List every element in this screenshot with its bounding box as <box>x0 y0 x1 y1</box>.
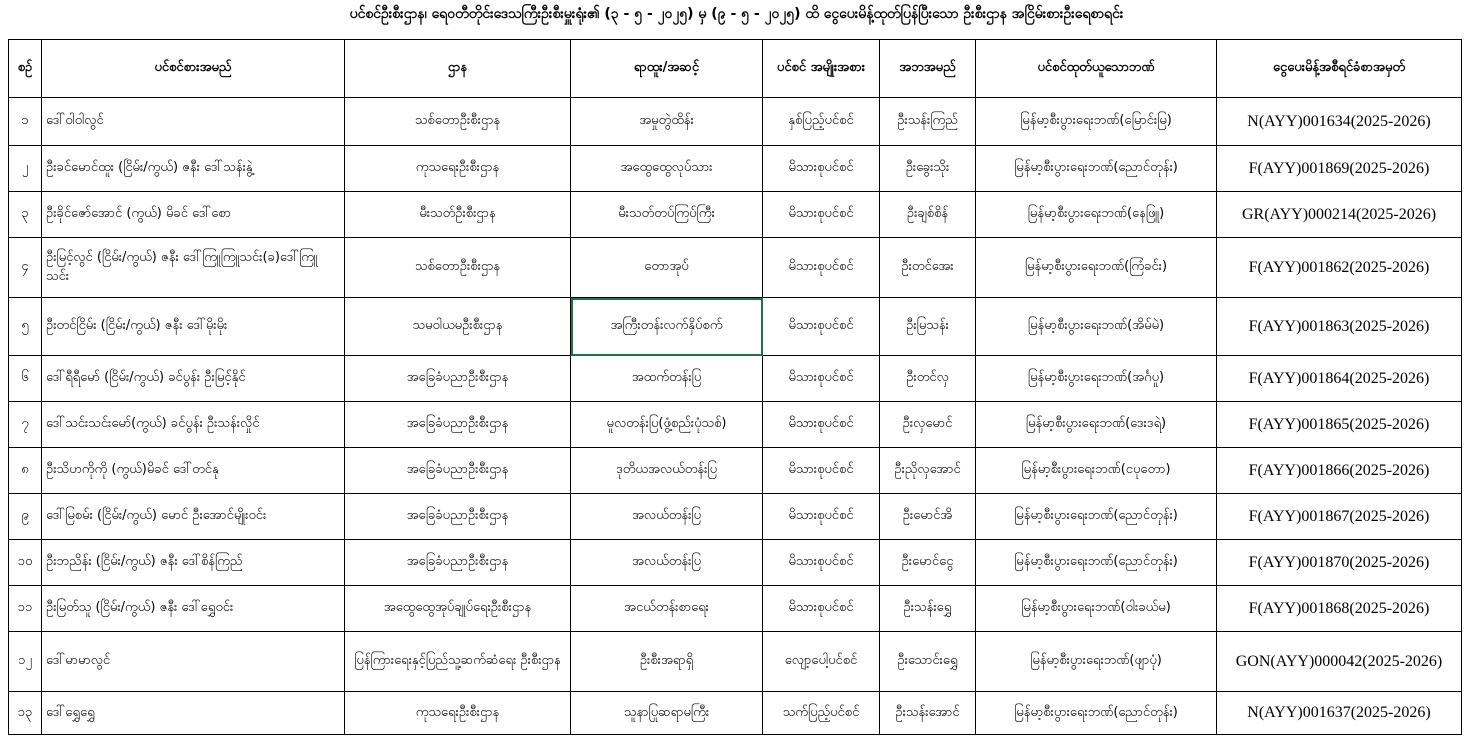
pension-type-cell[interactable]: မိသားစုပင်စင် <box>763 402 880 448</box>
table-row <box>9 298 1462 356</box>
bank-cell[interactable]: မြန်မာ့စီးပွားရေးဘဏ်(ကြံခင်း) <box>976 238 1217 298</box>
rank-cell[interactable]: အမှုတွဲထိန်း <box>571 98 763 146</box>
header-bank[interactable]: ပင်စင်ထုတ်ယူသောဘဏ် <box>976 40 1217 98</box>
pension-type-cell[interactable]: လျော့ပေါ့ပင်စင် <box>763 632 880 692</box>
row-number-cell[interactable]: ၁၀ <box>9 540 42 586</box>
father-name-cell[interactable]: ဦးမောင်ငွေ <box>880 540 976 586</box>
department-cell[interactable]: အခြေခံပညာဦးစီးဌာန <box>345 540 571 586</box>
rank-cell[interactable]: သူနာပြုဆရာမကြီး <box>571 692 763 735</box>
rank-cell[interactable]: ဒုတိယအလယ်တန်းပြ <box>571 448 763 494</box>
bank-cell[interactable]: မြန်မာ့စီးပွားရေးဘဏ်(ငပုတော) <box>976 448 1217 494</box>
row-number-cell[interactable]: ၅ <box>9 298 42 356</box>
pension-type-cell[interactable]: မိသားစုပင်စင် <box>763 298 880 356</box>
table-row <box>9 494 1462 540</box>
pensioner-name-cell[interactable]: ဦးခင်မောင်ထူး (ငြိမ်း/ကွယ်) ဇနီး ဒေါ်သန်းနွဲ့ <box>42 146 345 192</box>
order-number-cell[interactable]: F(AYY)001864(2025-2026) <box>1217 356 1462 402</box>
header-row <box>9 40 1462 98</box>
order-number-cell[interactable]: F(AYY)001867(2025-2026) <box>1217 494 1462 540</box>
table-row <box>9 692 1462 735</box>
department-cell[interactable]: အခြေခံပညာဦးစီးဌာန <box>345 356 571 402</box>
table-row <box>9 448 1462 494</box>
pensioner-name-cell[interactable]: ဒေါ်ဝါဝါလွင် <box>42 98 345 146</box>
table-row <box>9 632 1462 692</box>
bank-cell[interactable]: မြန်မာ့စီးပွားရေးဘဏ်(ညောင်တုန်း) <box>976 494 1217 540</box>
row-number-cell[interactable]: ၁၁ <box>9 586 42 632</box>
pension-type-cell[interactable]: မိသားစုပင်စင် <box>763 146 880 192</box>
pensioner-table <box>8 39 1462 735</box>
document-title: ပင်စင်ဦးစီးဌာန၊ ရေဝတီတိုင်းဒေသကြီးဦးစီးမှူးရုံး၏ (၃ - ၅ - ၂၀၂၅) မှ (၉ - ၅ - ၂၀၂၅) ထိ ငွေပေးမိန့်ထုတ်ပြန်ပြီးသော ဦးစီးဌာန အငြိမ်းစားဦးရေစာရင်း <box>349 6 1124 22</box>
table-row <box>9 238 1462 298</box>
bank-cell[interactable]: မြန်မာ့စီးပွားရေးဘဏ်(ဝါးခယ်မ) <box>976 586 1217 632</box>
order-number-cell[interactable]: F(AYY)001870(2025-2026) <box>1217 540 1462 586</box>
rank-cell[interactable]: အကြီးတန်းလက်နှိပ်စက် <box>571 298 763 356</box>
table-row <box>9 540 1462 586</box>
department-cell[interactable]: အခြေခံပညာဦးစီးဌာန <box>345 402 571 448</box>
pensioner-name-cell[interactable]: ဦးခိုင်ဇော်အောင် (ကွယ်) မိခင် ဒေါ်စော <box>42 192 345 238</box>
row-number-cell[interactable]: ၁၂ <box>9 632 42 692</box>
bank-cell[interactable]: မြန်မာ့စီးပွားရေးဘဏ်(အင်္ဂပူ) <box>976 356 1217 402</box>
father-name-cell[interactable]: ဦးသောင်းရွှေ <box>880 632 976 692</box>
order-number-cell[interactable]: N(AYY)001637(2025-2026) <box>1217 692 1462 735</box>
pensioner-name-cell[interactable]: ဒေါ်မြစမ်း (ငြိမ်း/ကွယ်) မောင် ဦးအောင်မျိုးဝင်း <box>42 494 345 540</box>
pension-type-cell[interactable]: မိသားစုပင်စင် <box>763 192 880 238</box>
header-order-number[interactable]: ငွေပေးမိန့်အစီရင်ခံစာအမှတ် <box>1217 40 1462 98</box>
father-name-cell[interactable]: ဦးမြသန်း <box>880 298 976 356</box>
row-number-cell[interactable]: ၉ <box>9 494 42 540</box>
bank-cell[interactable]: မြန်မာ့စီးပွားရေးဘဏ်(မြောင်းမြ) <box>976 98 1217 146</box>
father-name-cell[interactable]: ဦးသန်းအောင် <box>880 692 976 735</box>
table-row <box>9 192 1462 238</box>
row-number-cell[interactable]: ၇ <box>9 402 42 448</box>
pension-type-cell[interactable]: မိသားစုပင်စင် <box>763 586 880 632</box>
father-name-cell[interactable]: ဦးမောင်အိ <box>880 494 976 540</box>
pension-type-cell[interactable]: နှစ်ပြည့်ပင်စင် <box>763 98 880 146</box>
department-cell[interactable]: ကုသရေးဦးစီးဌာန <box>345 692 571 735</box>
rank-cell[interactable]: အလယ်တန်းပြ <box>571 540 763 586</box>
order-number-cell[interactable]: GR(AYY)000214(2025-2026) <box>1217 192 1462 238</box>
department-cell[interactable]: ကုသရေးဦးစီးဌာန <box>345 146 571 192</box>
department-cell[interactable]: ပြန်ကြားရေးနှင့်ပြည်သူ့ဆက်ဆံရေး ဦးစီးဌာန <box>345 632 571 692</box>
order-number-cell[interactable]: F(AYY)001866(2025-2026) <box>1217 448 1462 494</box>
rank-cell[interactable]: မီးသတ်တပ်ကြပ်ကြီး <box>571 192 763 238</box>
pensioner-name-cell[interactable]: ဦးမြင့်လွင် (ငြိမ်း/ကွယ်) ဇနီး ဒေါ်ကြူကြူသင်း(ခ)ဒေါ်ကြူသင်း <box>42 238 345 298</box>
header-no[interactable]: စဉ် <box>9 40 42 98</box>
order-number-cell[interactable]: F(AYY)001869(2025-2026) <box>1217 146 1462 192</box>
row-number-cell[interactable]: ၁ <box>9 98 42 146</box>
header-father-name[interactable]: အဘအမည် <box>880 40 976 98</box>
pension-type-cell[interactable]: မိသားစုပင်စင် <box>763 448 880 494</box>
rank-cell[interactable]: ဦးစီးအရာရှိ <box>571 632 763 692</box>
bank-cell[interactable]: မြန်မာ့စီးပွားရေးဘဏ်(ညောင်တုန်း) <box>976 540 1217 586</box>
bank-cell[interactable]: မြန်မာ့စီးပွားရေးဘဏ်(ဖျာပုံ) <box>976 632 1217 692</box>
bank-cell[interactable]: မြန်မာ့စီးပွားရေးဘဏ်(ညောင်တုန်း) <box>976 146 1217 192</box>
table-row <box>9 98 1462 146</box>
row-number-cell[interactable]: ၆ <box>9 356 42 402</box>
order-number-cell[interactable]: F(AYY)001865(2025-2026) <box>1217 402 1462 448</box>
pension-type-cell[interactable]: သက်ပြည့်ပင်စင် <box>763 692 880 735</box>
header-name[interactable]: ပင်စင်စားအမည် <box>42 40 345 98</box>
rank-cell[interactable]: တောအုပ် <box>571 238 763 298</box>
rank-cell[interactable]: အလယ်တန်းပြ <box>571 494 763 540</box>
department-cell[interactable]: သမဝါယမဦးစီးဌာန <box>345 298 571 356</box>
bank-cell[interactable]: မြန်မာ့စီးပွားရေးဘဏ်(အိမ်မဲ) <box>976 298 1217 356</box>
row-number-cell[interactable]: ၈ <box>9 448 42 494</box>
father-name-cell[interactable]: ဦးခွေးသိုး <box>880 146 976 192</box>
pensioner-name-cell[interactable]: ဦးတင်ငြိမ်း (ငြိမ်း/ကွယ်) ဇနီး ဒေါ်မိုးမိုး <box>42 298 345 356</box>
bank-cell[interactable]: မြန်မာ့စီးပွားရေးဘဏ်(ညောင်တုန်း) <box>976 692 1217 735</box>
table-row <box>9 586 1462 632</box>
rank-cell[interactable]: အထွေထွေလုပ်သား <box>571 146 763 192</box>
pension-type-cell[interactable]: မိသားစုပင်စင် <box>763 238 880 298</box>
order-number-cell[interactable]: F(AYY)001868(2025-2026) <box>1217 586 1462 632</box>
father-name-cell[interactable]: ဦးသန်းကြည် <box>880 98 976 146</box>
pensioner-name-cell[interactable]: ဦးသိဟကိုကို (ကွယ်)မိခင် ဒေါ်တင်နု <box>42 448 345 494</box>
header-pension-type[interactable]: ပင်စင် အမျိုးအစား <box>763 40 880 98</box>
father-name-cell[interactable]: ဦးသန်းရွှေ <box>880 586 976 632</box>
order-number-cell[interactable]: GON(AYY)000042(2025-2026) <box>1217 632 1462 692</box>
pensioner-name-cell[interactable]: ဦးဘညိန်း (ငြိမ်း/ကွယ်) ဇနီး ဒေါ်စိန်ကြည် <box>42 540 345 586</box>
row-number-cell[interactable]: ၁၃ <box>9 692 42 735</box>
bank-cell[interactable]: မြန်မာ့စီးပွားရေးဘဏ်(ဒေးဒရဲ) <box>976 402 1217 448</box>
father-name-cell[interactable]: ဦးညိုလှအောင် <box>880 448 976 494</box>
table-row <box>9 356 1462 402</box>
table-row <box>9 146 1462 192</box>
rank-cell[interactable]: အထက်တန်းပြ <box>571 356 763 402</box>
department-cell[interactable]: မီးသတ်ဦးစီးဌာန <box>345 192 571 238</box>
pension-type-cell[interactable]: မိသားစုပင်စင် <box>763 540 880 586</box>
row-number-cell[interactable]: ၄ <box>9 238 42 298</box>
department-cell[interactable]: သစ်တောဦးစီးဌာန <box>345 98 571 146</box>
rank-cell[interactable]: မူလတန်းပြ(ဖွံ့စည်းပုံသစ်) <box>571 402 763 448</box>
department-cell[interactable]: အခြေခံပညာဦးစီးဌာန <box>345 494 571 540</box>
pensioner-name-cell[interactable]: ဦးမြတ်သူ (ငြိမ်း/ကွယ်) ဇနီး ဒေါ်ရွှေဝင်း <box>42 586 345 632</box>
order-number-cell[interactable]: F(AYY)001863(2025-2026) <box>1217 298 1462 356</box>
pensioner-name-cell[interactable]: ဒေါ်မာမာလွင် <box>42 632 345 692</box>
bank-cell[interactable]: မြန်မာ့စီးပွားရေးဘဏ်(နေဖြူ) <box>976 192 1217 238</box>
rank-cell[interactable]: အငယ်တန်းစာရေး <box>571 586 763 632</box>
table-row <box>9 402 1462 448</box>
father-name-cell[interactable]: ဦးလှမောင် <box>880 402 976 448</box>
header-rank[interactable]: ရာထူး/အဆင့် <box>571 40 763 98</box>
department-cell[interactable]: သစ်တောဦးစီးဌာန <box>345 238 571 298</box>
pensioner-name-cell[interactable]: ဒေါ်ရွှေရွှေ <box>42 692 345 735</box>
order-number-cell[interactable]: N(AYY)001634(2025-2026) <box>1217 98 1462 146</box>
header-department[interactable]: ဌာန <box>345 40 571 98</box>
row-number-cell[interactable]: ၂ <box>9 146 42 192</box>
department-cell[interactable]: အထွေထွေအုပ်ချုပ်ရေးဦးစီးဌာန <box>345 586 571 632</box>
pension-type-cell[interactable]: မိသားစုပင်စင် <box>763 356 880 402</box>
pensioner-name-cell[interactable]: ဒေါ်သင်းသင်းမော်(ကွယ်) ခင်ပွန်း ဦးသန်းလှိုင် <box>42 402 345 448</box>
pension-type-cell[interactable]: မိသားစုပင်စင် <box>763 494 880 540</box>
order-number-cell[interactable]: F(AYY)001862(2025-2026) <box>1217 238 1462 298</box>
father-name-cell[interactable]: ဦးတင်အေး <box>880 238 976 298</box>
father-name-cell[interactable]: ဦးတင်လှ <box>880 356 976 402</box>
department-cell[interactable]: အခြေခံပညာဦးစီးဌာန <box>345 448 571 494</box>
pensioner-name-cell[interactable]: ဒေါ်ရီရီမော် (ငြိမ်း/ကွယ်) ခင်ပွန်း ဦးမြင့်နိုင် <box>42 356 345 402</box>
father-name-cell[interactable]: ဦးချစ်စိန် <box>880 192 976 238</box>
row-number-cell[interactable]: ၃ <box>9 192 42 238</box>
